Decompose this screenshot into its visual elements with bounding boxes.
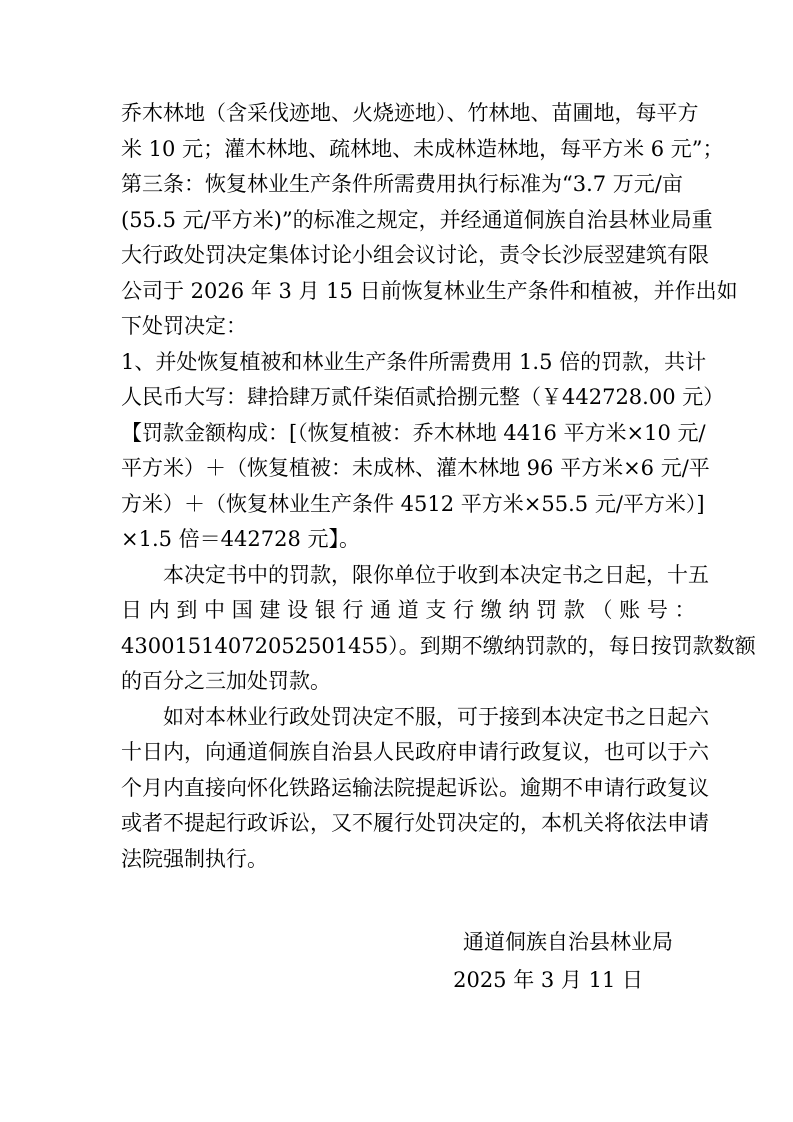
text-line: 大行政处罚决定集体讨论小组会议讨论，责令长沙辰翌建筑有限 xyxy=(121,243,709,267)
paragraph-first-line: 本决定书中的罚款，限你单位于收到本决定书之日起，十五 xyxy=(163,562,709,587)
text-line: 1、并处恢复植被和林业生产条件所需费用 1.5 倍的罚款，共计 xyxy=(121,349,707,374)
text-line: 乔木林地（含采伐迹地、火烧迹地）、竹林地、苗圃地，每平方 xyxy=(121,101,699,125)
text-line: 人民币大写：肆拾肆万贰仟柒佰贰拾捌元整（￥442728.00 元） xyxy=(121,385,725,409)
text-line: 法院强制执行。 xyxy=(121,846,268,871)
issue-date: 2025 年 3 月 11 日 xyxy=(453,968,643,992)
text-line: 方米）＋（恢复林业生产条件 4512 平方米×55.5 元/平方米）] xyxy=(121,491,705,516)
text-line: ×1.5 倍＝442728 元】。 xyxy=(121,527,361,551)
text-line: 公司于 2026 年 3 月 15 日前恢复林业生产条件和植被，并作出如 xyxy=(121,278,738,303)
account-number-line: 43001514072052501455）。到期不缴纳罚款的，每日按罚款数额 xyxy=(121,633,756,658)
text-line: (55.5 元/平方米)”的标准之规定，并经通道侗族自治县林业局重 xyxy=(121,207,713,232)
text-line: 个月内直接向怀化铁路运输法院提起诉讼。逾期不申请行政复议 xyxy=(121,775,709,800)
text-line: 平方米）＋（恢复植被：未成林、灌木林地 96 平方米×6 元/平 xyxy=(121,456,710,480)
text-line: 【罚款金额构成：[（恢复植被：乔木林地 4416 平方米×10 元/ xyxy=(121,420,706,445)
issuing-organization: 通道侗族自治县林业局 xyxy=(463,930,673,954)
signature-block xyxy=(420,923,673,999)
text-line: 十日内，向通道侗族自治县人民政府申请行政复议，也可以于六 xyxy=(121,740,709,764)
text-line: 或者不提起行政诉讼，又不履行处罚决定的，本机关将依法申请 xyxy=(121,811,709,835)
text-line: 日 内 到 中 国 建 设 银 行 通 道 支 行 缴 纳 罚 款 （ 账 号 ： xyxy=(121,598,696,622)
text-line: 米 10 元；灌木林地、疏林地、未成林造林地，每平方米 6 元”； xyxy=(121,136,724,161)
decision-body xyxy=(121,96,756,877)
text-line: 第三条：恢复林业生产条件所需费用执行标准为“3.7 万元/亩 xyxy=(121,172,683,196)
text-line: 的百分之三加处罚款。 xyxy=(121,669,331,693)
paragraph-first-line: 如对本林业行政处罚决定不服，可于接到本决定书之日起六 xyxy=(163,704,709,729)
text-line: 下处罚决定： xyxy=(121,314,247,338)
